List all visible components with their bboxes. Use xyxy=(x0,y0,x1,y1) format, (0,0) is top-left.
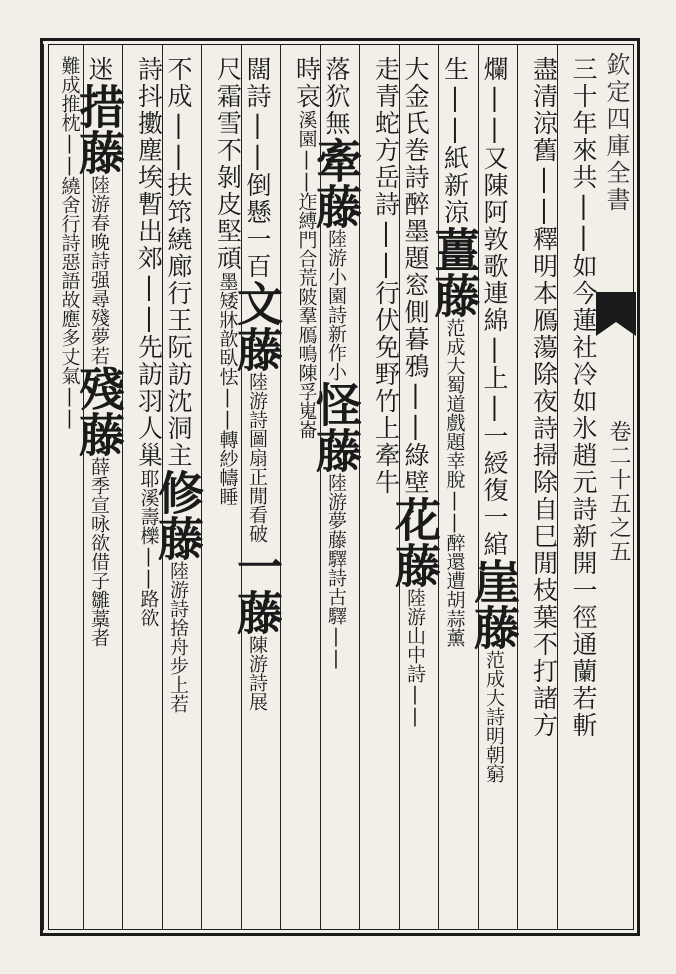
citation-note: 耶溪壽櫟||路欲 xyxy=(137,469,160,627)
citation-note: 陸游詩捨舟步上若 xyxy=(167,561,189,713)
citation-note: 藁者 xyxy=(88,609,110,647)
text-column xyxy=(359,56,399,924)
entry-heading: 文藤 xyxy=(230,280,284,372)
quoted-text: 詩抖擻塵埃暫出郊||先訪羽人巢 xyxy=(134,56,164,469)
quoted-text: 大金氏巻詩醉墨題窓側暮鴉||綠壁 xyxy=(401,56,430,496)
quoted-text: 尺霜雪不剝皮堅頑 xyxy=(213,56,243,272)
entry-heading: 牽藤 xyxy=(309,137,363,229)
quoted-text: 生||紙新涼 xyxy=(440,56,470,226)
entry-heading: 怪藤 xyxy=(309,381,363,473)
text-column xyxy=(72,56,126,924)
column-rule xyxy=(280,44,281,930)
text-column xyxy=(557,56,597,924)
text-column xyxy=(43,56,83,924)
text-column xyxy=(388,56,442,924)
citation-note: 范成大詩明朝窮 xyxy=(483,650,505,783)
entry-heading: 一藤 xyxy=(230,543,284,635)
text-column xyxy=(122,56,162,924)
column-rule xyxy=(43,44,44,930)
citation-note: 陸游夢藤驛詩古驛|| xyxy=(325,473,347,669)
citation-note: 范成大蜀道戲題幸脫||醉還遭胡蒜薰 xyxy=(443,318,466,647)
citation-note: 薛季宣咏欲借子雛 xyxy=(88,457,110,609)
text-column xyxy=(517,56,557,924)
margin-volume-label: 卷二十五之五 xyxy=(606,420,631,564)
text-column xyxy=(280,56,320,924)
text-column xyxy=(467,56,521,924)
citation-note: 陸游詩圖扇正閒看破 xyxy=(246,372,268,543)
quoted-text: 落狖無 xyxy=(322,56,351,137)
text-column xyxy=(230,56,284,924)
quoted-text: 迷 xyxy=(85,56,114,83)
fish-tail-mark xyxy=(596,292,636,336)
margin-book-title: 欽定四庫全書 xyxy=(602,52,630,214)
quoted-text: 走青蛇方岳詩||行伏免野竹上牽牛 xyxy=(371,56,401,496)
entry-heading: 花藤 xyxy=(388,496,442,588)
quoted-text: 闊詩||倒懸一百 xyxy=(243,56,272,280)
column-rule xyxy=(122,44,123,930)
text-column xyxy=(201,56,241,924)
citation-note: 溪園||迮縛門 xyxy=(295,110,318,249)
quoted-text: 三十年來共||如今蓮社冷如氷趙元詩新開一徑通蘭若斬 xyxy=(569,56,598,739)
citation-note: 合荒陂羣鴈鳴陳孚嵬崙 xyxy=(295,249,318,439)
column-rule xyxy=(320,44,321,930)
entry-heading: 崖藤 xyxy=(467,558,521,650)
citation-note: 陸游山中詩|| xyxy=(404,588,426,727)
quoted-text: 不成||扶筇繞廊行王阮訪沈洞主 xyxy=(164,56,193,469)
text-column xyxy=(309,56,363,924)
quoted-text: 盡清涼舊||釋明本鴈蕩除夜詩掃除自巳閒枝葉不打諸方 xyxy=(529,56,559,739)
column-rule xyxy=(438,44,439,930)
column-rule xyxy=(478,44,479,930)
entry-heading: 修藤 xyxy=(151,469,205,561)
entry-heading: 殘藤 xyxy=(72,365,126,457)
citation-note: 陸游春晚詩强尋殘夢若 xyxy=(88,175,110,365)
citation-note: 陳游詩展 xyxy=(246,635,268,711)
column-rule xyxy=(517,44,518,930)
quoted-text: 爛||又陳阿敦歌連綿|上|一綬復一綰 xyxy=(480,56,509,558)
citation-note: 陸游小園詩新作小 xyxy=(325,229,347,381)
column-rule xyxy=(83,44,84,930)
entry-heading: 措藤 xyxy=(72,83,126,175)
citation-note: 墨矮牀歆臥怯|| xyxy=(216,272,239,430)
citation-note: 轉紗幬睡 xyxy=(216,430,239,506)
text-column xyxy=(151,56,205,924)
quoted-text: 時哀 xyxy=(292,56,322,110)
entry-heading: 薑藤 xyxy=(427,226,482,318)
text-column xyxy=(427,56,482,924)
citation-note: 難成推枕||繞舍行 xyxy=(58,56,81,233)
citation-note: 詩惡語故應多丈氣|| xyxy=(58,233,81,429)
